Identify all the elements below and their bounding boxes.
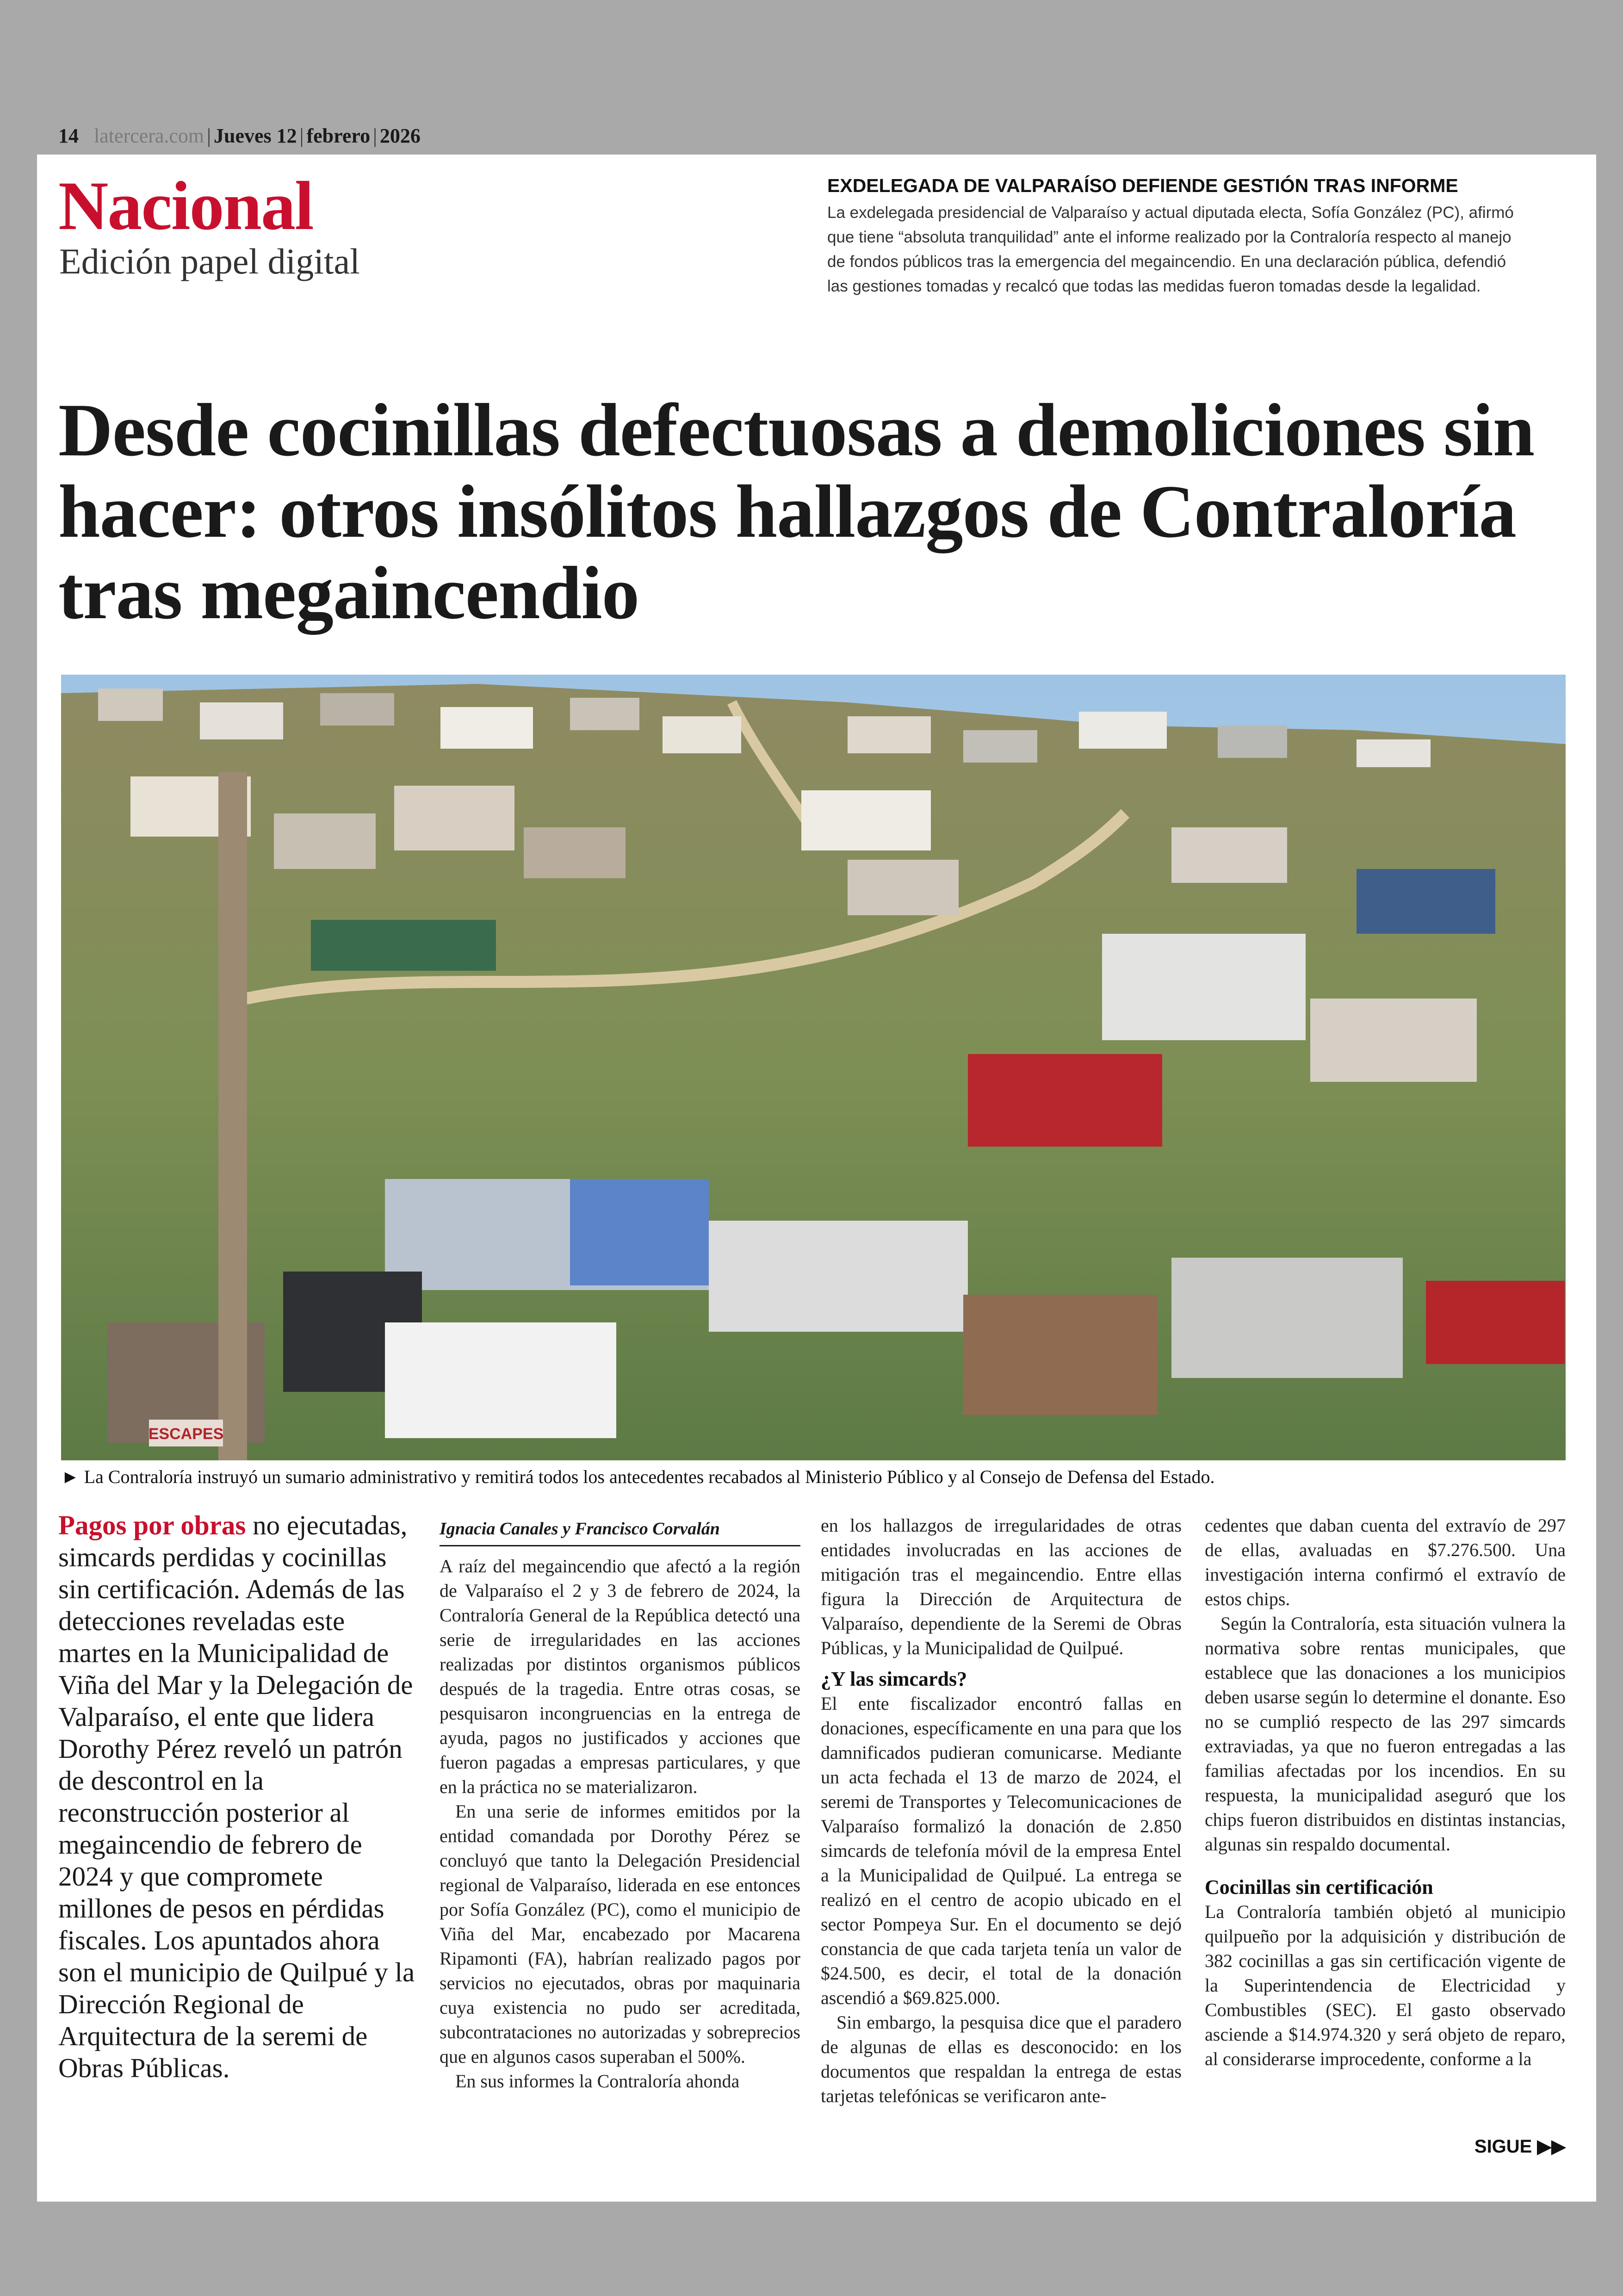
paragraph: Sin embargo, la pesquisa dice que el paradero de algunas de ellas es desconocido: en los documentos que respaldan la entrega de estas tarjetas telefónicas se verificaron ante-	[821, 2012, 1182, 2106]
article-byline: Ignacia Canales y Francisco Corvalán	[440, 1517, 800, 1546]
brief-body: La exdelegada presidencial de Valparaíso y actual diputada electa, Sofía González (PC), afirmó que tiene “absoluta tranquilidad” ante el informe realizado por la Contraloría respecto al manejo de fondos públicos tras la emergencia del megaincendio. En una declaración pública, defendió las gestiones tomadas y recalcó que todas las medidas fueron tomadas desde la legalidad.	[827, 204, 1514, 295]
brief-title: EXDELEGADA DE VALPARAÍSO DEFIENDE GESTIÓN TRAS INFORME	[827, 175, 1458, 196]
paragraph: En sus informes la Contraloría ahonda	[455, 2071, 740, 2091]
photo-sign-text: ESCAPES	[148, 1425, 224, 1443]
section-title: Nacional	[58, 168, 313, 244]
page-number: 14	[58, 124, 79, 147]
paragraph: Según la Contraloría, esta situación vulnera la normativa sobre rentas municipales, que establece que las donaciones a los municipios deben usarse según lo determine el donante. Eso no se cumplió respecto de las 297 simcards extraviadas, ya que no fueron entregadas a las familias afectadas por los incendios. En su respuesta, la municipalidad aseguró que los chips fueron distribuidos en distintas instancias, algunas sin respaldo documental.	[1205, 1613, 1566, 1855]
article-photo	[61, 675, 1566, 1460]
article-headline: Desde cocinillas defectuosas a demoliciones sin hacer: otros insólitos hallazgos de Contraloría tras megaincendio	[58, 389, 1535, 635]
lede-lead-in: Pagos por obras	[58, 1510, 246, 1540]
paragraph: cedentes que daban cuenta del extravío de 297 de ellas, avaluadas en $7.276.500. Una investigación interna confirmó el extravío de estos chips.	[1205, 1515, 1566, 1609]
subhead-simcards: ¿Y las simcards?	[821, 1668, 967, 1690]
issue-month: febrero	[306, 124, 371, 147]
paragraph: En una serie de informes emitidos por la entidad comandada por Dorothy Pérez se concluyó que tanto la Delegación Presidencial regional de Valparaíso, liderada en ese entonces por Sofía González (PC), como el municipio de Viña del Mar, encabezado por Macarena Ripamonti (FA), habrían realizado pagos por servicios no ejecutados, obras por maquinaria cuya existencia no pudo ser acreditada, subcontrataciones no autorizadas y sobreprecios que en algunos casos superaban el 500%.	[440, 1801, 800, 2067]
continue-marker: SIGUE ▶▶	[1474, 2136, 1566, 2157]
subhead-cocinillas: Cocinillas sin certificación	[1205, 1876, 1433, 1899]
edition-label: Edición papel digital	[59, 241, 360, 281]
newspaper-page	[37, 155, 1596, 2202]
article-column-2	[821, 1513, 1182, 2108]
site-name: latercera.com	[94, 124, 204, 147]
paragraph: en los hallazgos de irregularidades de otras entidades involucradas en las acciones de mitigación tras el megaincendio. Entre ellas figura la Dirección de Arquitectura de Valparaíso, dependiente de la Seremi de Obras Públicas, y la Municipalidad de Quilpué.	[821, 1515, 1182, 1658]
article-column-3	[1205, 1513, 1566, 2071]
issue-day: Jueves 12	[213, 124, 297, 147]
paragraph: La Contraloría también objetó al municipio quilpueño por la adquisición y distribución de 382 cocinillas a gas sin certificación vigente de la Superintendencia de Electricidad y Combustibles (SEC). El gasto observado asciende a $14.974.320 y será objeto de reparo, al considerarse improcedente, conforme a la	[1205, 1901, 1566, 2069]
lede-text: no ejecutadas, simcards perdidas y cocinillas sin certificación. Además de las detecciones reveladas este martes en la Municipalidad de Viña del Mar y la Delegación de Valparaíso, el ente que lidera Dorothy Pérez reveló un patrón de descontrol en la reconstrucción posterior al megaincendio de febrero de 2024 y que compromete millones de pesos en pérdidas fiscales. Los apuntados ahora son el municipio de Quilpué y la Dirección Regional de Arquitectura de la seremi de Obras Públicas.	[58, 1510, 415, 2083]
news-brief	[827, 175, 1526, 298]
paragraph: El ente fiscalizador encontró fallas en donaciones, específicamente en una para que los damnificados pudieran comunicarse. Mediante un acta fechada el 13 de marzo de 2024, el seremi de Transportes y Telecomunicaciones de Valparaíso formalizó la donación de 2.850 simcards de telefonía móvil de la empresa Entel a la Municipalidad de Quilpué. La entrega se realizó en el centro de acopio ubicado en el sector Pompeya Sur. En el documento se dejó constancia de que cada tarjeta tenía un valor de $24.500, es decir, el total de la donación ascendió a $69.825.000.	[821, 1693, 1182, 2008]
photo-caption: ► La Contraloría instruyó un sumario administrativo y remitirá todos los antecedentes recabados al Ministerio Público y al Consejo de Defensa del Estado.	[61, 1466, 1215, 1487]
article-column-1	[440, 1517, 800, 2093]
hillside-houses-illustration	[61, 675, 1566, 1460]
article-lede	[58, 1509, 419, 2084]
page-folio: 14 latercera.com | Jueves 12 | febrero | 2026	[58, 124, 421, 147]
paragraph: A raíz del megaincendio que afectó a la región de Valparaíso el 2 y 3 de febrero de 2024, la Contraloría General de la República detectó una serie de irregularidades en las acciones realizadas por distintos organismos públicos después de la tragedia. Entre otras cosas, se pesquisaron incongruencias en la entrega de ayuda, pagos no justificados y acciones que fueron pagadas a empresas particulares, y que en la práctica no se materializaron.	[440, 1556, 800, 1797]
issue-year: 2026	[379, 124, 421, 147]
